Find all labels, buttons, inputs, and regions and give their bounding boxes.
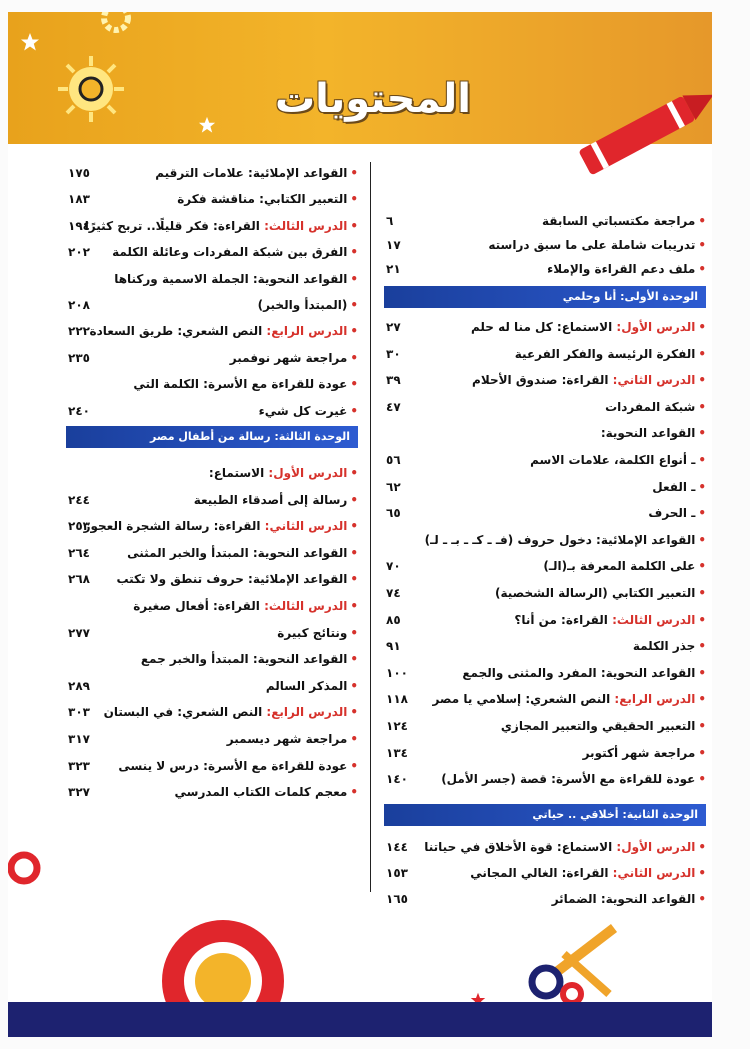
entry-title	[116, 568, 358, 590]
page-number: ٣٢٣	[68, 758, 90, 773]
bullet-icon: •	[698, 612, 706, 627]
entry-title	[633, 635, 706, 657]
bullet-icon: •	[698, 866, 706, 880]
list-item[interactable]	[66, 568, 358, 590]
entry-text: القواعد الإملائية: دخول حروف (فـ ـ كـ ـ بـ ـ لـ)	[424, 532, 696, 547]
bullet-icon: •	[698, 719, 706, 733]
bullet-icon: •	[350, 572, 358, 587]
entry-title	[104, 701, 358, 723]
entry-text: غيرت كل شيء	[258, 403, 348, 418]
entry-text: القواعد النحوية: المبتدأ والخبر جمع	[140, 652, 348, 667]
entry-title	[432, 688, 706, 710]
entry-title	[652, 476, 706, 498]
entry-text: التعبير الكتابي (الرسالة الشخصية)	[494, 586, 696, 600]
page-number: ٣٩	[386, 373, 401, 388]
lesson-label: الدرس الرابع:	[614, 692, 696, 707]
star-icon	[198, 116, 216, 134]
page-number: ١٧٥	[68, 166, 90, 180]
bullet-icon: •	[350, 519, 358, 534]
page-number: ١٩٤	[68, 218, 90, 233]
entry-title	[514, 609, 706, 631]
bullet-icon: •	[350, 403, 358, 418]
page-title: المحتويات	[274, 76, 471, 122]
entry-title	[84, 515, 358, 537]
bullet-icon: •	[350, 492, 358, 507]
entry-text: مراجعة شهر أكتوبر	[582, 745, 696, 760]
lesson-label: الدرس الرابع:	[266, 705, 348, 720]
entry-title	[259, 400, 358, 422]
list-item[interactable]: •تدريبات شاملة على ما سبق دراسته ١٧	[386, 238, 706, 252]
list-item[interactable]	[384, 688, 706, 710]
entry-text: القراءة: فكر قليلًا.. تربح كثيرًا	[84, 218, 265, 233]
star-icon	[20, 32, 40, 52]
entry-title	[85, 215, 358, 237]
entry-title	[227, 728, 358, 750]
list-item[interactable]: •مراجعة مكتسباتي السابقة ٦	[386, 214, 706, 228]
page-number: ٣١٧	[68, 732, 90, 746]
list-item[interactable]	[384, 343, 706, 365]
entry-text: الاستماع:	[208, 466, 269, 480]
lesson-label: الدرس الثالث:	[612, 612, 696, 627]
page-number: ٣٢٧	[68, 785, 90, 800]
entry-text: القراءة: صندوق الأحلام	[472, 373, 613, 388]
list-item[interactable]	[66, 622, 358, 644]
entry-title	[133, 595, 358, 617]
entry-title	[543, 555, 706, 577]
list-item[interactable]	[66, 462, 358, 484]
bullet-icon: •	[350, 785, 358, 800]
list-item[interactable]	[66, 400, 358, 422]
bullet-icon: •	[698, 506, 706, 521]
list-item[interactable]	[66, 294, 358, 316]
entry-title	[277, 622, 358, 644]
bullet-icon: •	[350, 599, 358, 613]
entry-title	[258, 294, 358, 316]
list-item[interactable]	[66, 241, 358, 263]
contents-page	[8, 12, 712, 1037]
unit-heading: الوحدة الثالثة: رسالة من أطفال مصر	[66, 426, 358, 448]
entry-title	[601, 422, 706, 444]
bullet-icon: •	[698, 639, 706, 654]
entry-text: مراجعة شهر ديسمبر	[226, 732, 348, 746]
lesson-label: الدرس الثاني:	[612, 373, 696, 388]
list-item[interactable]	[66, 542, 358, 564]
scissors-icon	[524, 924, 624, 1004]
entry-title	[472, 369, 706, 391]
entry-title	[495, 582, 706, 604]
entry-text: القواعد الإملائية: حروف تنطق ولا تكتب	[116, 572, 348, 587]
list-item[interactable]	[66, 648, 358, 670]
list-item[interactable]	[66, 188, 358, 210]
page-number: ٢٦٤	[68, 545, 90, 560]
bullet-icon: •	[350, 377, 358, 392]
bullet-icon: •	[350, 218, 358, 233]
page-number: ٦٥	[386, 506, 401, 521]
page-number: ٥٦	[386, 453, 401, 467]
column-divider	[370, 162, 371, 892]
lesson-label: الدرس الأول:	[268, 466, 348, 480]
list-item[interactable]	[66, 755, 358, 777]
list-item[interactable]	[384, 476, 706, 498]
bullet-icon: •	[350, 298, 358, 312]
bullet-icon: •	[698, 840, 706, 854]
page-number: ٤٧	[386, 399, 401, 414]
list-item[interactable]	[384, 609, 706, 631]
list-item[interactable]	[384, 862, 706, 884]
bullet-icon: •	[350, 350, 358, 365]
bullet-icon: •	[698, 892, 706, 906]
entry-title	[194, 489, 358, 511]
page-number: ٦٢	[386, 479, 401, 494]
entry-text: الفكرة الرئيسة والفكر الفرعية	[514, 346, 696, 361]
page-number: ٣٠	[386, 346, 401, 361]
entry-text: القواعد النحوية: المفرد والمثنى والجمع	[462, 665, 696, 680]
list-item[interactable]	[66, 489, 358, 511]
entry-title	[501, 715, 706, 737]
entry-title	[177, 188, 358, 210]
lesson-label: الدرس الثالث:	[264, 218, 348, 233]
entry-title	[230, 347, 358, 369]
list-item[interactable]	[384, 582, 706, 604]
page-number: ٣٠٣	[68, 705, 90, 720]
bullet-icon: •	[350, 271, 358, 286]
entry-text: ـ أنواع الكلمة، علامات الاسم	[530, 453, 696, 467]
list-item[interactable]	[384, 742, 706, 764]
bullet-icon: •	[350, 678, 358, 693]
entry-text: ـ الفعل	[652, 479, 696, 494]
bullet-icon: •	[698, 426, 706, 441]
page-number: ١١٨	[386, 692, 408, 707]
entry-text: الاستماع: كل منا له حلم	[470, 320, 617, 334]
page-number: ٢٢٢	[68, 324, 90, 339]
page-number: ٢٥٣	[68, 519, 90, 534]
entry-text: المذكر السالم	[265, 678, 348, 693]
lesson-label: الدرس الثالث:	[264, 599, 348, 613]
right-column	[384, 152, 706, 912]
list-item[interactable]	[384, 555, 706, 577]
list-item[interactable]	[66, 595, 358, 617]
list-item[interactable]	[384, 316, 706, 338]
page-number: ٢٤٤	[68, 492, 90, 507]
lesson-label: الدرس الرابع:	[266, 324, 348, 339]
entry-text: شبكة المفردات	[605, 399, 696, 414]
lesson-label: الدرس الثاني:	[612, 866, 696, 880]
entry-text: التعبير الحقيقي والتعبير المجازي	[500, 719, 696, 733]
list-item[interactable]	[384, 715, 706, 737]
list-item[interactable]: •ملف دعم القراءة والإملاء ٢١	[386, 262, 706, 276]
unit-heading: الوحدة الثانية: أخلاقي .. حياتي	[384, 804, 706, 826]
entry-title	[155, 162, 358, 184]
page-number: ١٥٣	[386, 866, 408, 880]
bullet-icon: •	[350, 705, 358, 720]
entry-title	[515, 343, 706, 365]
entry-title	[425, 529, 706, 551]
entry-text: النص الشعري: طريق السعادة	[89, 324, 267, 339]
bullet-icon: •	[350, 545, 358, 560]
list-item[interactable]	[66, 373, 358, 395]
page-number: ٧٠	[386, 559, 401, 574]
list-item[interactable]	[66, 675, 358, 697]
lesson-label: الدرس الثاني:	[264, 519, 348, 534]
entry-text: رسالة إلى أصدقاء الطبيعة	[193, 492, 348, 507]
list-item[interactable]	[384, 836, 706, 858]
entry-text: (المبتدأ والخبر)	[257, 298, 348, 312]
entry-text: ـ الحرف	[648, 506, 696, 521]
list-item[interactable]	[384, 396, 706, 418]
bullet-icon: •	[350, 192, 358, 207]
list-item[interactable]	[66, 781, 358, 803]
entry-text: القراءة: رسالة الشجرة العجوز	[83, 519, 265, 534]
bullet-icon: •	[350, 732, 358, 746]
entry-title	[266, 675, 358, 697]
entry-text: عودة للقراءة مع الأسرة: درس لا ينسى	[118, 758, 348, 773]
entry-title	[209, 462, 358, 484]
bullet-icon: •	[350, 466, 358, 480]
entry-title	[112, 241, 358, 263]
page-number: ٢٦٨	[68, 572, 90, 587]
list-item[interactable]	[66, 347, 358, 369]
entry-text: القراءة: الغالي المجاني	[470, 866, 613, 880]
list-item[interactable]	[384, 422, 706, 444]
entry-title	[530, 449, 706, 471]
entry-text: ونتائج كبيرة	[277, 625, 348, 640]
page-number: ٢٣٥	[68, 350, 90, 365]
page-number: ١٤٤	[386, 840, 408, 854]
entry-text: النص الشعري: في البستان	[103, 705, 267, 720]
bullet-icon: •	[698, 453, 706, 467]
entry-text: القواعد النحوية: الجملة الاسمية وركناها	[114, 271, 348, 286]
entry-title	[127, 542, 358, 564]
entry-text: الاستماع: قوة الأخلاق في حياتنا	[424, 840, 617, 854]
list-item[interactable]	[384, 502, 706, 524]
ring-icon	[8, 848, 48, 888]
entry-title	[90, 320, 358, 342]
bullet-icon: •	[698, 692, 706, 707]
lesson-label: الدرس الأول:	[616, 320, 696, 334]
list-item[interactable]	[384, 449, 706, 471]
entry-title	[424, 836, 706, 858]
page-number: ٧٤	[386, 586, 401, 600]
page-number: ٢٠٨	[68, 298, 90, 312]
entry-title	[605, 396, 706, 418]
list-item[interactable]	[66, 162, 358, 184]
entry-text: القواعد النحوية: الضمائر	[551, 892, 696, 906]
entry-text: عودة للقراءة مع الأسرة: قصة (جسر الأمل)	[441, 772, 696, 787]
page-number: ٢٨٩	[68, 678, 90, 693]
page-number: ٩١	[386, 639, 401, 654]
page-number: ١٢٤	[386, 719, 408, 733]
bullet-icon: •	[350, 166, 358, 180]
bullet-icon: •	[698, 772, 706, 787]
entry-title	[175, 781, 358, 803]
page-number: ١٤٠	[386, 772, 408, 787]
bullet-icon: •	[698, 320, 706, 334]
list-item[interactable]	[66, 701, 358, 723]
bullet-icon: •	[698, 373, 706, 388]
bullet-icon: •	[350, 625, 358, 640]
bullet-icon: •	[350, 652, 358, 667]
entry-text: القواعد النحوية: المبتدأ والخبر المثنى	[127, 545, 348, 560]
left-column	[66, 162, 358, 922]
entry-title	[470, 862, 706, 884]
entry-title	[552, 888, 706, 910]
bullet-icon: •	[350, 758, 358, 773]
entry-title	[441, 768, 706, 790]
list-item[interactable]	[66, 215, 358, 237]
entry-text: على الكلمة المعرفة بـ(الـ)	[543, 559, 696, 574]
bullet-icon: •	[698, 479, 706, 494]
bullet-icon: •	[698, 586, 706, 600]
list-item[interactable]	[384, 529, 706, 551]
bullet-icon: •	[698, 532, 706, 547]
bullet-icon: •	[698, 346, 706, 361]
entry-title	[583, 742, 706, 764]
unit-heading: الوحدة الأولى: أنا وحلمي	[384, 286, 706, 308]
bullet-icon: •	[698, 745, 706, 760]
list-item[interactable]	[384, 369, 706, 391]
entry-text: القواعد الإملائية: علامات الترقيم	[155, 166, 348, 180]
entry-text: جذر الكلمة	[632, 639, 696, 654]
entry-text: القراءة: أفعال صغيرة	[133, 599, 265, 613]
entry-title	[114, 268, 358, 290]
page-number: ١٦٥	[386, 892, 408, 906]
page-number: ٢٠٢	[68, 245, 90, 260]
list-item[interactable]	[384, 768, 706, 790]
list-item[interactable]	[66, 515, 358, 537]
bullet-icon: •	[698, 559, 706, 574]
footer-band	[8, 1002, 712, 1037]
entry-text: عودة للقراءة مع الأسرة: الكلمة التي	[133, 377, 348, 392]
list-item[interactable]	[384, 662, 706, 684]
entry-text: معجم كلمات الكتاب المدرسي	[174, 785, 348, 800]
list-item[interactable]	[66, 728, 358, 750]
bullet-icon: •	[698, 665, 706, 680]
entry-text: النص الشعري: إسلامي يا مصر	[432, 692, 615, 707]
list-item[interactable]	[66, 268, 358, 290]
page-number: ٢٧	[386, 320, 401, 334]
list-item[interactable]	[384, 635, 706, 657]
list-item[interactable]	[66, 320, 358, 342]
entry-title	[462, 662, 706, 684]
gear-icon	[94, 12, 138, 44]
list-item[interactable]	[384, 888, 706, 910]
header-banner	[8, 12, 712, 144]
entry-title	[471, 316, 706, 338]
entry-title	[133, 373, 358, 395]
bullet-icon: •	[350, 245, 358, 260]
crescent-moon-icon	[164, 12, 244, 82]
bullet-icon: •	[698, 399, 706, 414]
page-number: ١٠٠	[386, 665, 408, 680]
bullet-icon: •	[350, 324, 358, 339]
page-number: ١٨٣	[68, 192, 90, 207]
entry-title	[648, 502, 706, 524]
entry-text: القراءة: من أنا؟	[514, 612, 613, 627]
sun-icon	[56, 54, 126, 124]
lesson-label: الدرس الأول:	[616, 840, 696, 854]
entry-text: مراجعة شهر نوفمبر	[229, 350, 348, 365]
page-number: ٨٥	[386, 612, 401, 627]
entry-title	[141, 648, 358, 670]
page-number: ٢٧٧	[68, 625, 90, 640]
entry-title	[118, 755, 358, 777]
entry-text: التعبير الكتابي: مناقشة فكرة	[177, 192, 348, 207]
entry-text: الفرق بين شبكة المفردات وعائلة الكلمة	[112, 245, 348, 260]
entry-text: القواعد النحوية:	[600, 426, 696, 441]
page-number: ٢٤٠	[68, 403, 90, 418]
page-number: ١٣٤	[386, 745, 408, 760]
